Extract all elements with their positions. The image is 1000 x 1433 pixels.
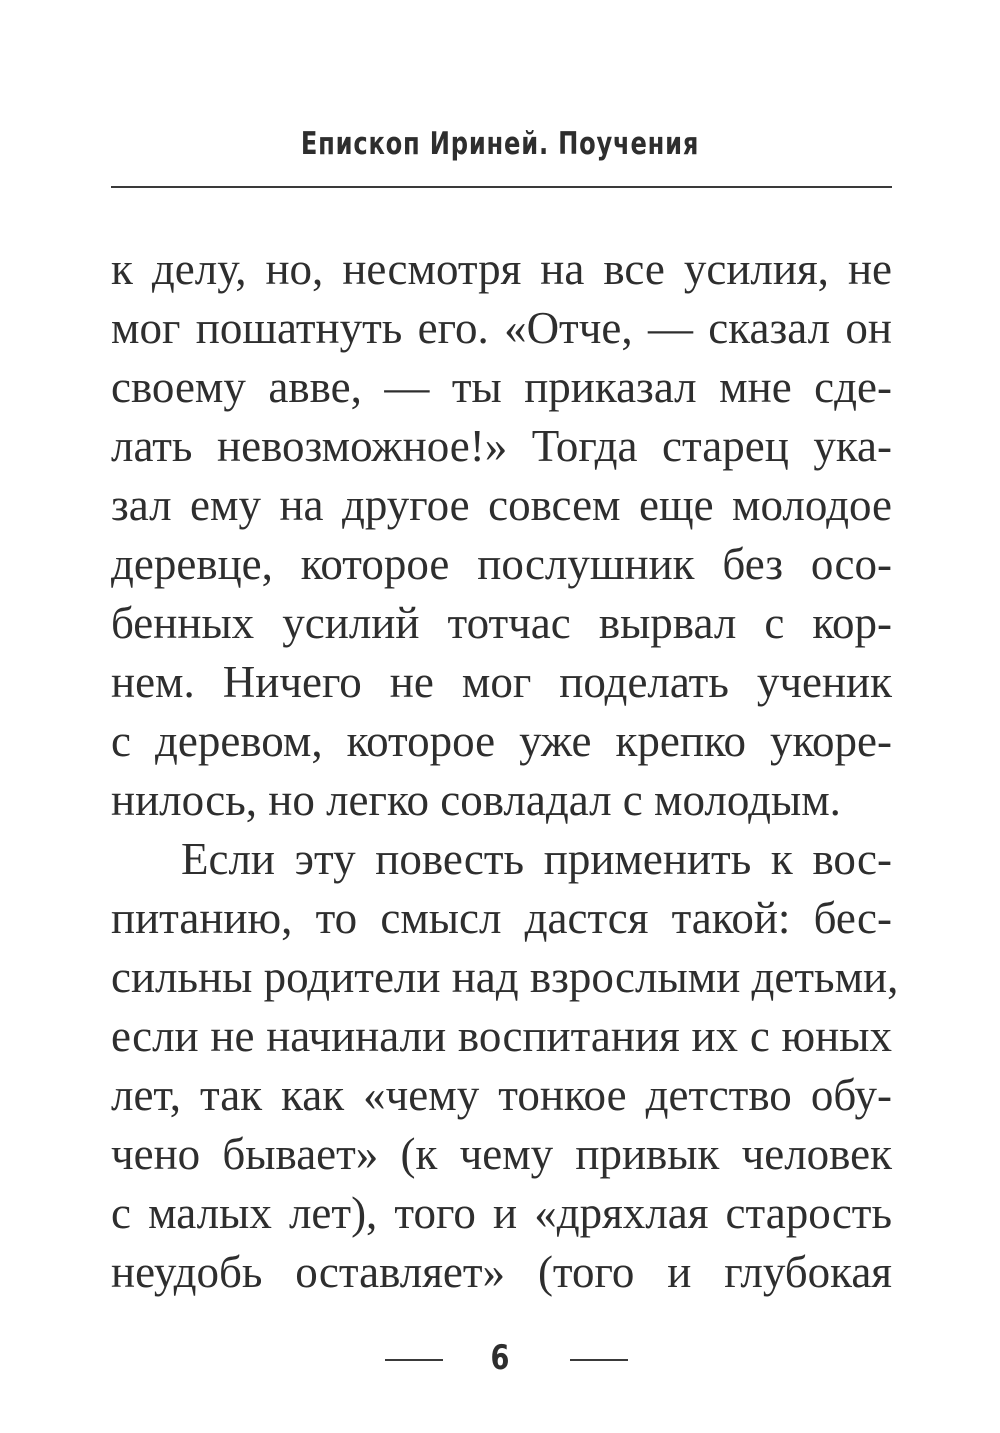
text-line: бенных усилий тотчас вырвал с кор-	[111, 598, 892, 648]
page-number: 6	[490, 1338, 510, 1378]
running-head-title: Епископ Ириней. Поучения	[300, 126, 700, 162]
text-line: мог пошатнуть его. «Отче, — сказал он	[111, 303, 892, 353]
text-line: питанию, то смысл дастся такой: бес-	[111, 893, 892, 943]
text-line: деревце, которое послушник без осо-	[111, 539, 892, 589]
text-line: с малых лет), того и «дряхлая старость	[111, 1188, 892, 1238]
text-line: лать невозможное!» Тогда старец ука-	[111, 421, 892, 471]
text-line: лет, так как «чему тонкое детство обу-	[111, 1070, 892, 1120]
text-line: сильны родители над взрослыми детьми,	[111, 952, 899, 1002]
folio-rule-left	[385, 1359, 443, 1361]
text-line: чено бывает» (к чему привык человек	[111, 1129, 892, 1179]
text-line: с деревом, которое уже крепко укоре-	[111, 716, 892, 766]
folio-rule-right	[570, 1359, 628, 1361]
text-line: к делу, но, несмотря на все усилия, не	[111, 244, 892, 294]
text-line: своему авве, — ты приказал мне сде-	[111, 362, 892, 412]
body-text	[111, 240, 899, 1302]
header-divider	[111, 186, 892, 188]
paragraph-first-line: Если эту повесть применить к вос-	[181, 834, 892, 884]
text-line: если не начинали воспитания их с юных	[111, 1011, 892, 1061]
text-line: зал ему на другое совсем еще молодое	[111, 480, 892, 530]
text-line: нем. Ничего не мог поделать ученик	[111, 657, 892, 707]
paragraph-last-line: нилось, но легко совладал с молодым.	[111, 775, 841, 825]
page-footer	[0, 1338, 1000, 1378]
text-line: неудобь оставляет» (того и глубокая	[111, 1247, 892, 1297]
